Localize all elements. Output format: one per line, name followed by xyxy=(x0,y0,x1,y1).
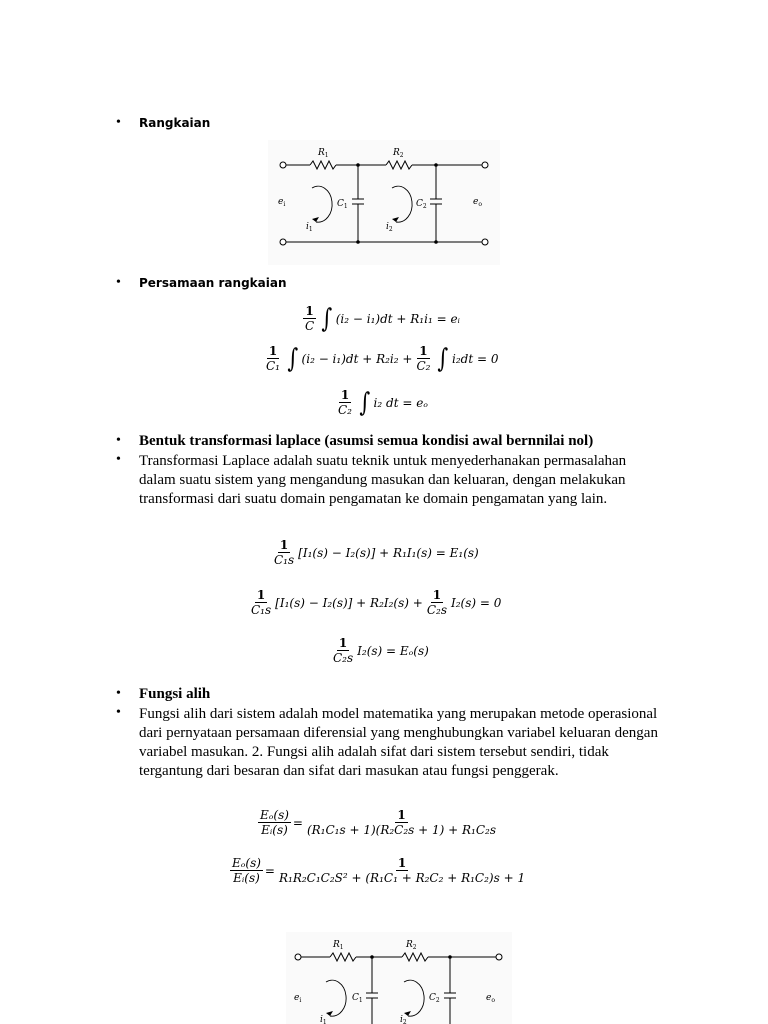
svg-text:i1: $i_1$ xyxy=(320,1015,327,1024)
svg-text:C2: $C_2$ xyxy=(429,993,440,1004)
svg-text:eo: $e_o$ xyxy=(473,197,482,208)
equation-4: $\frac{1}{\text{C₁s}}$ [I₁(s) − I₂(s)] + R₁I₁(s) = E₁(s) xyxy=(274,538,479,567)
svg-text:i2: $i_2$ xyxy=(386,222,393,233)
svg-text:R2: $R_2$ xyxy=(393,148,404,159)
equation-3: $\frac{1}{\text{C₂}}$ ∫ i₂ dt = eₒ xyxy=(338,387,428,418)
section-heading-persamaan-rangkaian: Persamaan rangkaian xyxy=(139,276,287,290)
svg-text:C2: $C_2$ xyxy=(416,199,427,210)
svg-text:R1: $R_1$ xyxy=(333,940,344,951)
paragraph-transformasi-laplace: Transformasi Laplace adalah suatu teknik untuk menyederhanakan permasalahan dalam suatu sistem yang mengandung masukan dan keluaran, dengan melakukan transformasi dari suatu domain pengamatan ke domain pengamatan yang lain. xyxy=(139,453,627,507)
svg-text:eo: $e_o$ xyxy=(486,993,495,1004)
circuit-diagram xyxy=(286,932,512,1024)
equation-1: $\frac{1}{C}$ ∫ (i₂ − i₁)dt + R₁i₁ = eᵢ xyxy=(305,303,460,334)
svg-text:R2: $R_2$ xyxy=(406,940,417,951)
bullet: • xyxy=(116,275,121,290)
svg-text:ei: $e_i$ xyxy=(278,197,286,208)
bullet: • xyxy=(116,433,121,448)
bullet: • xyxy=(116,686,121,701)
svg-text:C1: $C_1$ xyxy=(337,199,348,210)
svg-text:ei: $e_i$ xyxy=(294,993,302,1004)
equation-5: $\frac{1}{\text{C₁s}}$ [I₁(s) − I₂(s)] + R₂I₂(s) + $\frac{1}{\text{C₂s}}$ I₂(s) = 0 xyxy=(251,588,502,617)
section-heading-fungsi-alih: Fungsi alih xyxy=(139,686,211,702)
svg-text:i2: $i_2$ xyxy=(400,1015,407,1024)
section-heading-rangkaian: Rangkaian xyxy=(139,116,211,130)
bullet: • xyxy=(116,705,121,720)
svg-text:R1: $R_1$ xyxy=(318,148,329,159)
svg-text:C1: $C_1$ xyxy=(352,993,363,1004)
bullet: • xyxy=(116,452,121,467)
equation-2: $\frac{1}{\text{C₁}}$ ∫ (i₂ − i₁)dt + R₂i₂ + $\frac{1}{\text{C₂}}$ ∫ i₂dt = 0 xyxy=(266,343,499,374)
paragraph-fungsi-alih: Fungsi alih dari sistem adalah model matematika yang merupakan metode operasional dari pernyataan persamaan diferensial yang menghubungkan variabel keluaran dengan variabel masukan. 2. Fungsi alih adalah sifat dari sistem tersebut sendiri, tidak tergantung dari besaran dan sifat dari masukan atau fungsi penggerak. xyxy=(139,706,658,779)
equation-8: $\frac{\text{Eₒ(s)}}{\text{Eᵢ(s)}}$ = $\frac{1}{\text{R₁R₂C₁C₂S² + (R₁C₁ + R₂C₂ + R₁C₂)s + 1}}$ xyxy=(232,856,526,885)
bullet: • xyxy=(116,115,121,130)
svg-text:i1: $i_1$ xyxy=(306,222,313,233)
equation-7: $\frac{\text{Eₒ(s)}}{\text{Eᵢ(s)}}$ = $\frac{1}{\text{(R₁C₁s + 1)(R₂C₂s + 1) + R₁C₂s}}$ xyxy=(260,808,497,837)
circuit-diagram xyxy=(268,140,500,265)
equation-6: $\frac{1}{\text{C₂s}}$ I₂(s) = Eₒ(s) xyxy=(333,636,429,665)
section-heading-bentuk-transformasi: Bentuk transformasi laplace (asumsi semua kondisi awal bernnilai nol) xyxy=(139,433,594,449)
